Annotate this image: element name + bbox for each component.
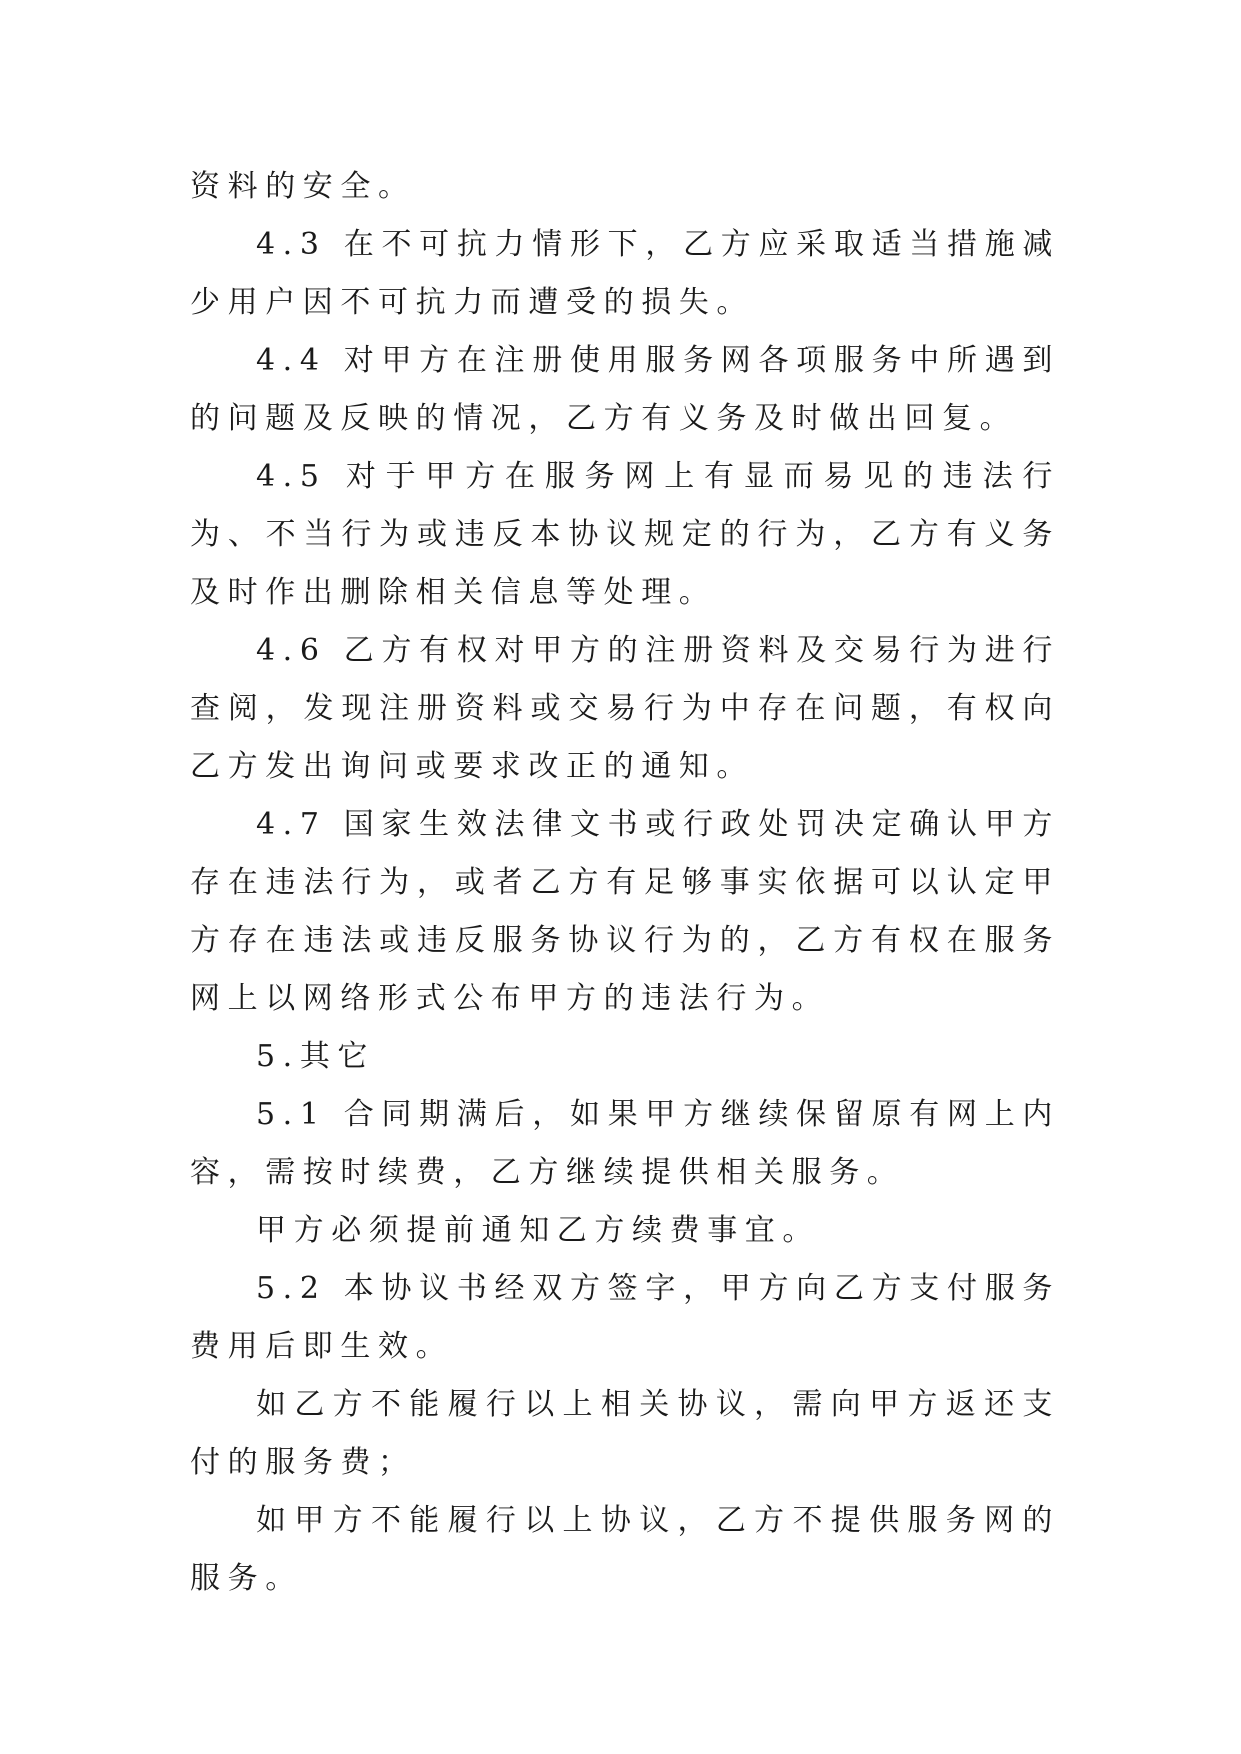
paragraph-5-1: 5.1 合同期满后，如果甲方继续保留原有网上内容，需按时续费，乙方继续提供相关服务。 xyxy=(190,1097,1060,1190)
paragraph-4-6: 4.6 乙方有权对甲方的注册资料及交易行为进行查阅，发现注册资料或交易行为中存在问题，有权向乙方发出询问或要求改正的通知。 xyxy=(190,633,1060,784)
document-body xyxy=(190,158,1060,1608)
paragraph-continuation: 资料的安全。 xyxy=(190,169,416,204)
section-5-heading: 5.其它 xyxy=(256,1039,376,1074)
paragraph-5-1-notice: 甲方必须提前通知乙方续费事宜。 xyxy=(256,1213,820,1248)
paragraph-4-3: 4.3 在不可抗力情形下，乙方应采取适当措施减少用户因不可抗力而遭受的损失。 xyxy=(190,227,1060,320)
paragraph-4-5: 4.5 对于甲方在服务网上有显而易见的违法行为、不当行为或违反本协议规定的行为，乙方有义务及时作出删除相关信息等处理。 xyxy=(190,459,1060,610)
paragraph-5-2-refund: 如乙方不能履行以上相关协议，需向甲方返还支付的服务费； xyxy=(190,1387,1060,1480)
paragraph-4-7: 4.7 国家生效法律文书或行政处罚决定确认甲方存在违法行为，或者乙方有足够事实依据可以认定甲方存在违法或违反服务协议行为的，乙方有权在服务网上以网络形式公布甲方的违法行为。 xyxy=(190,807,1060,1016)
paragraph-5-2: 5.2 本协议书经双方签字，甲方向乙方支付服务费用后即生效。 xyxy=(190,1271,1060,1364)
paragraph-5-2-no-service: 如甲方不能履行以上协议，乙方不提供服务网的服务。 xyxy=(190,1503,1060,1596)
paragraph-4-4: 4.4 对甲方在注册使用服务网各项服务中所遇到的问题及反映的情况，乙方有义务及时做出回复。 xyxy=(190,343,1060,436)
